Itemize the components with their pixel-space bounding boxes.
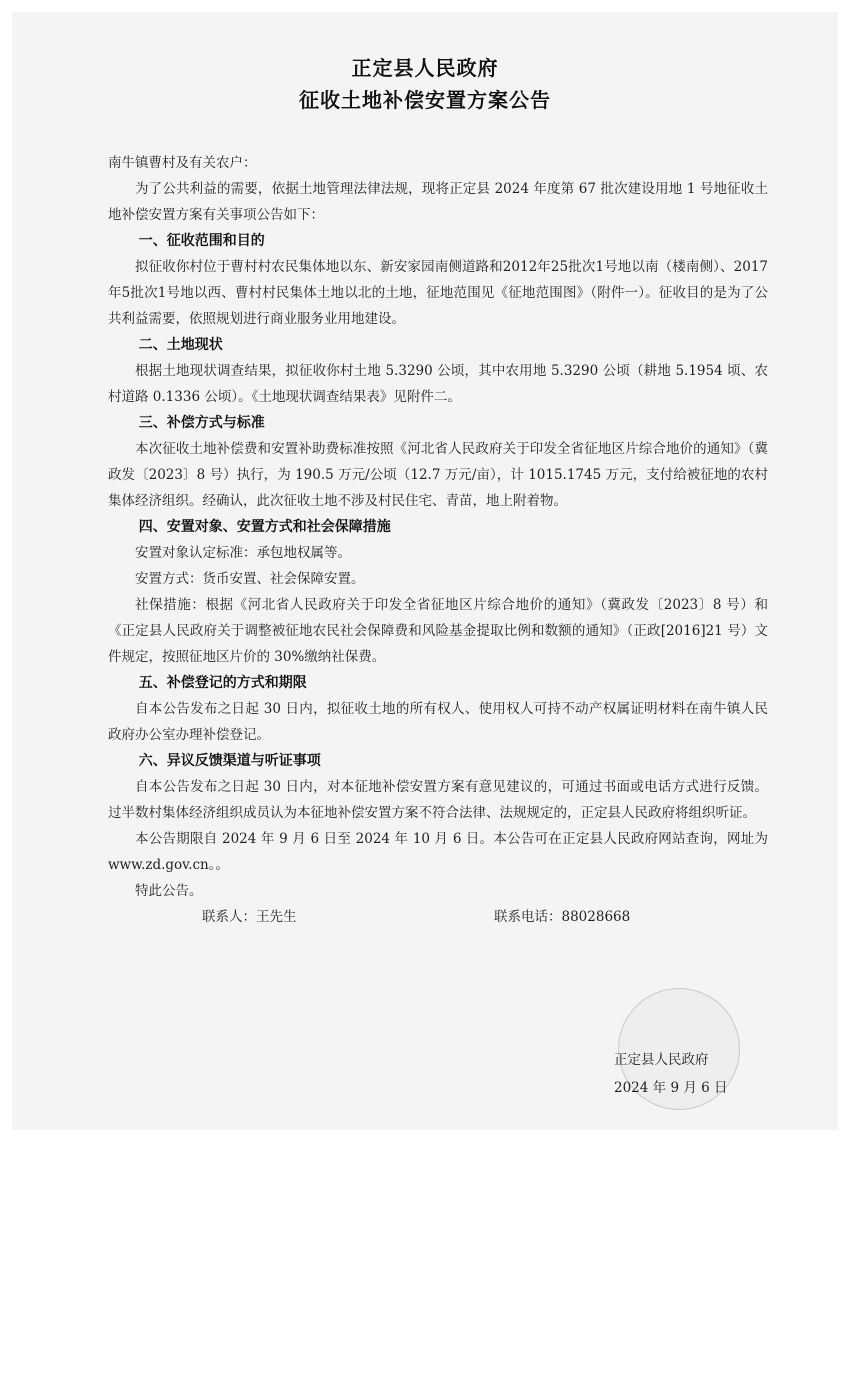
section-6-paragraph-2: 本公告期限自 2024 年 9 月 6 日至 2024 年 10 月 6 日。本公告可在正定县人民政府网站查询，网址为 www.zd.gov.cn。。 (108, 831, 768, 873)
contact-line (108, 904, 768, 930)
contact-person: 联系人：王先生 (202, 909, 297, 925)
section-4-paragraph-1: 安置对象认定标准：承包地权属等。 (135, 545, 351, 561)
section-1-heading: 一、征收范围和目的 (138, 233, 265, 249)
section-6-heading: 六、异议反馈渠道与听证事项 (138, 753, 321, 769)
section-3-paragraph: 本次征收土地补偿费和安置补助费标准按照《河北省人民政府关于印发全省征地区片综合地价的通知》（冀政发〔2023〕8 号）执行，为 190.5 万元/公顷（12.7 万元/亩），计 1015.1745 万元，支付给被征地的农村集体经济组织。经确认，此次征收土地不涉及村民住宅、青苗，地上附着物。 (108, 441, 768, 509)
section-3-heading: 三、补偿方式与标准 (138, 415, 265, 431)
signature-block (614, 1046, 728, 1102)
section-5-heading: 五、补偿登记的方式和期限 (138, 675, 307, 691)
signature-org: 正定县人民政府 (614, 1052, 709, 1068)
document-body (108, 150, 768, 930)
document-header (0, 52, 850, 116)
section-4-heading: 四、安置对象、安置方式和社会保障措施 (138, 519, 391, 535)
section-1-paragraph: 拟征收你村位于曹村村农民集体地以东、新安家园南侧道路和2012年25批次1号地以南（楼南侧）、2017年5批次1号地以西、曹村村民集体土地以北的土地，征地范围见《征地范围图》（附件一）。征收目的是为了公共利益需要，依照规划进行商业服务业用地建设。 (108, 259, 768, 327)
section-4-paragraph-3: 社保措施：根据《河北省人民政府关于印发全省征地区片综合地价的通知》（冀政发〔2023〕8 号）和《正定县人民政府关于调整被征地农民社会保障费和风险基金提取比例和数额的通知》（正政[2016]21 号）文件规定，按照征地区片价的 30%缴纳社保费。 (108, 597, 768, 665)
section-6-paragraph-1: 自本公告发布之日起 30 日内，对本征地补偿安置方案有意见建议的，可通过书面或电话方式进行反馈。过半数村集体经济组织成员认为本征地补偿安置方案不符合法律、法规规定的，正定县人民政府将组织听证。 (108, 779, 768, 821)
intro-paragraph: 为了公共利益的需要，依据土地管理法律法规，现将正定县 2024 年度第 67 批次建设用地 1 号地征收土地补偿安置方案有关事项公告如下： (108, 181, 768, 223)
signature-date: 2024 年 9 月 6 日 (614, 1080, 728, 1096)
closing-statement: 特此公告。 (135, 883, 203, 899)
section-2-heading: 二、土地现状 (138, 337, 223, 353)
contact-phone: 联系电话：88028668 (494, 909, 631, 925)
section-4-paragraph-2: 安置方式：货币安置、社会保障安置。 (135, 571, 365, 587)
section-2-paragraph: 根据土地现状调查结果，拟征收你村土地 5.3290 公顷，其中农用地 5.3290 公顷（耕地 5.1954 顷、农村道路 0.1336 公顷）。《土地现状调查结果表》见附件二。 (108, 363, 768, 405)
title-line-2: 征收土地补偿安置方案公告 (299, 88, 551, 112)
title-line-1: 正定县人民政府 (351, 56, 499, 80)
salutation: 南牛镇曹村及有关农户： (108, 155, 257, 171)
section-5-paragraph: 自本公告发布之日起 30 日内，拟征收土地的所有权人、使用权人可持不动产权属证明材料在南牛镇人民政府办公室办理补偿登记。 (108, 701, 768, 743)
